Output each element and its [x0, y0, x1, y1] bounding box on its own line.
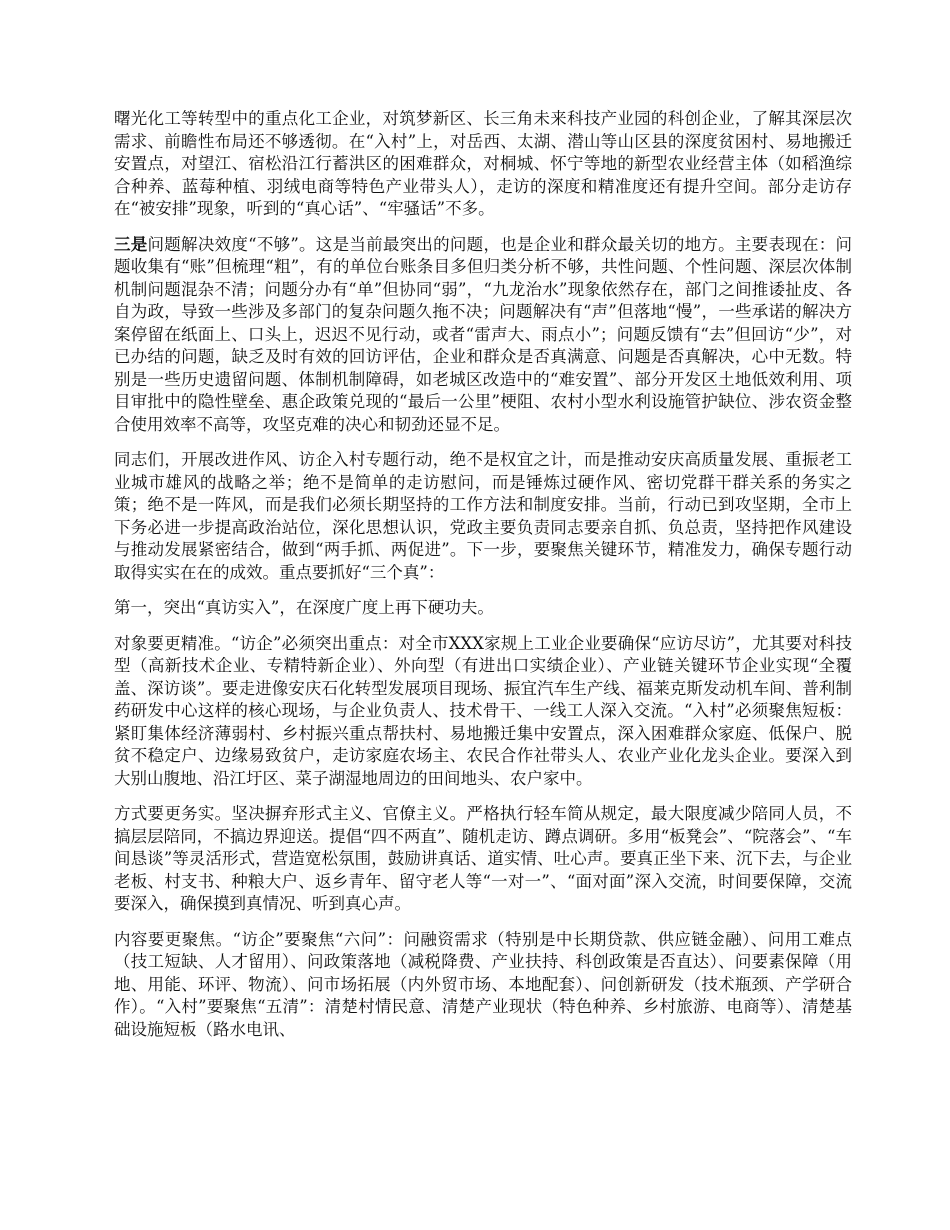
paragraph-7	[114, 929, 852, 1042]
paragraph-text: 同志们，开展改进作风、访企入村专题行动，绝不是权宜之计，而是推动安庆高质量发展、重振老工业城市雄风的战略之举；绝不是简单的走访慰问，而是锤炼过硬作风、密切党群干群关系的务实之策；绝不是一阵风，而是我们必须长期坚持的工作方法和制度安排。当前，行动已到攻坚期，全市上下务必进一步提高政治站位，深化思想认识，党政主要负责同志要亲自抓、负总责，坚持把作风建设与推动发展紧密结合，做到“两手抓、两促进”。下一步，要聚焦关键环节，精准发力，确保专题行动取得实实在在的成效。重点要抓好“三个真”：	[114, 450, 852, 582]
paragraph-text: 第一，突出“真访实入”，在深度广度上再下硬功夫。	[114, 598, 494, 617]
paragraph-6	[114, 803, 852, 916]
paragraph-text: 方式要更务实。坚决摒弃形式主义、官僚主义。严格执行轻车简从规定，最大限度减少陪同人员，不搞层层陪同，不搞边界迎送。提倡“四不两直”、随机走访、蹲点调研。多用“板凳会”、“院落会”、“车间恳谈”等灵活形式，营造宽松氛围，鼓励讲真话、道实情、吐心声。要真正坐下来、沉下去，与企业老板、村支书、种粮大户、返乡青年、留守老人等“一对一”、“面对面”深入交流，时间要保障，交流要深入，确保摸到真情况、听到真心声。	[114, 804, 852, 913]
paragraph-text: 对象要更精准。“访企”必须突出重点：对全市XXX家规上工业企业要确保“应访尽访”，尤其要对科技型（高新技术企业、专精特新企业）、外向型（有进出口实绩企业）、产业链关键环节企业实现“全覆盖、深访谈”。要走进像安庆石化转型发展项目现场、振宜汽车生产线、福莱克斯发动机车间、普利制药研发中心这样的核心现场，与企业负责人、技术骨干、一线工人深入交流。“入村”必须聚焦短板：紧盯集体经济薄弱村、乡村振兴重点帮扶村、易地搬迁集中安置点，深入困难群众家庭、低保户、脱贫不稳定户、边缘易致贫户，走访家庭农场主、农民合作社带头人、农业产业化龙头企业。要深入到大别山腹地、沿江圩区、菜子湖湿地周边的田间地头、农户家中。	[114, 633, 852, 788]
document-page	[114, 108, 852, 1054]
paragraph-4	[114, 597, 852, 620]
paragraph-text: 问题解决效度“不够”。这是当前最突出的问题，也是企业和群众最关切的地方。主要表现在：问题收集有“账”但梳理“粗”，有的单位台账条目多但归类分析不够，共性问题、个性问题、深层次体制机制问题混杂不清；问题分办有“单”但协同“弱”，“九龙治水”现象依然存在，部门之间推诿扯皮、各自为政，导致一些涉及多部门的复杂问题久拖不决；问题解决有“声”但落地“慢”，一些承诺的解决方案停留在纸面上、口头上，迟迟不见行动，或者“雷声大、雨点小”；问题反馈有“去”但回访“少”，对已办结的问题，缺乏及时有效的回访评估，企业和群众是否真满意、问题是否真解决，心中无数。特别是一些历史遗留问题、体制机制障碍，如老城区改造中的“难安置”、部分开发区土地低效利用、项目审批中的隐性壁垒、惠企政策兑现的“最后一公里”梗阻、农村小型水利设施管护缺位、涉农资金整合使用效率不高等，攻坚克难的决心和韧劲还显不足。	[114, 234, 852, 434]
paragraph-text: 内容要更聚焦。“访企”要聚焦“六问”：问融资需求（特别是中长期贷款、供应链金融）、问用工难点（技工短缺、人才留用）、问政策落地（减税降费、产业扶持、科创政策是否直达）、问要素保障（用地、用能、环评、物流）、问市场拓展（内外贸市场、本地配套）、问创新研发（技术瓶颈、产学研合作）。“入村”要聚焦“五清”：清楚村情民意、清楚产业现状（特色种养、乡村旅游、电商等）、清楚基础设施短板（路水电讯、	[114, 929, 852, 1039]
paragraph-1	[114, 108, 852, 221]
paragraph-5	[114, 633, 852, 791]
paragraph-3	[114, 449, 852, 584]
paragraph-2	[114, 234, 852, 437]
paragraph-text: 曙光化工等转型中的重点化工企业，对筑梦新区、长三角未来科技产业园的科创企业，了解其深层次需求、前瞻性布局还不够透彻。在“入村”上，对岳西、太湖、潜山等山区县的深度贫困村、易地搬迁安置点，对望江、宿松沿江行蓄洪区的困难群众，对桐城、怀宁等地的新型农业经营主体（如稻渔综合种养、蓝莓种植、羽绒电商等特色产业带头人），走访的深度和精准度还有提升空间。部分走访存在“被安排”现象，听到的“真心话”、“牢骚话”不多。	[114, 109, 852, 218]
paragraph-lead-bold: 三是	[114, 234, 148, 254]
